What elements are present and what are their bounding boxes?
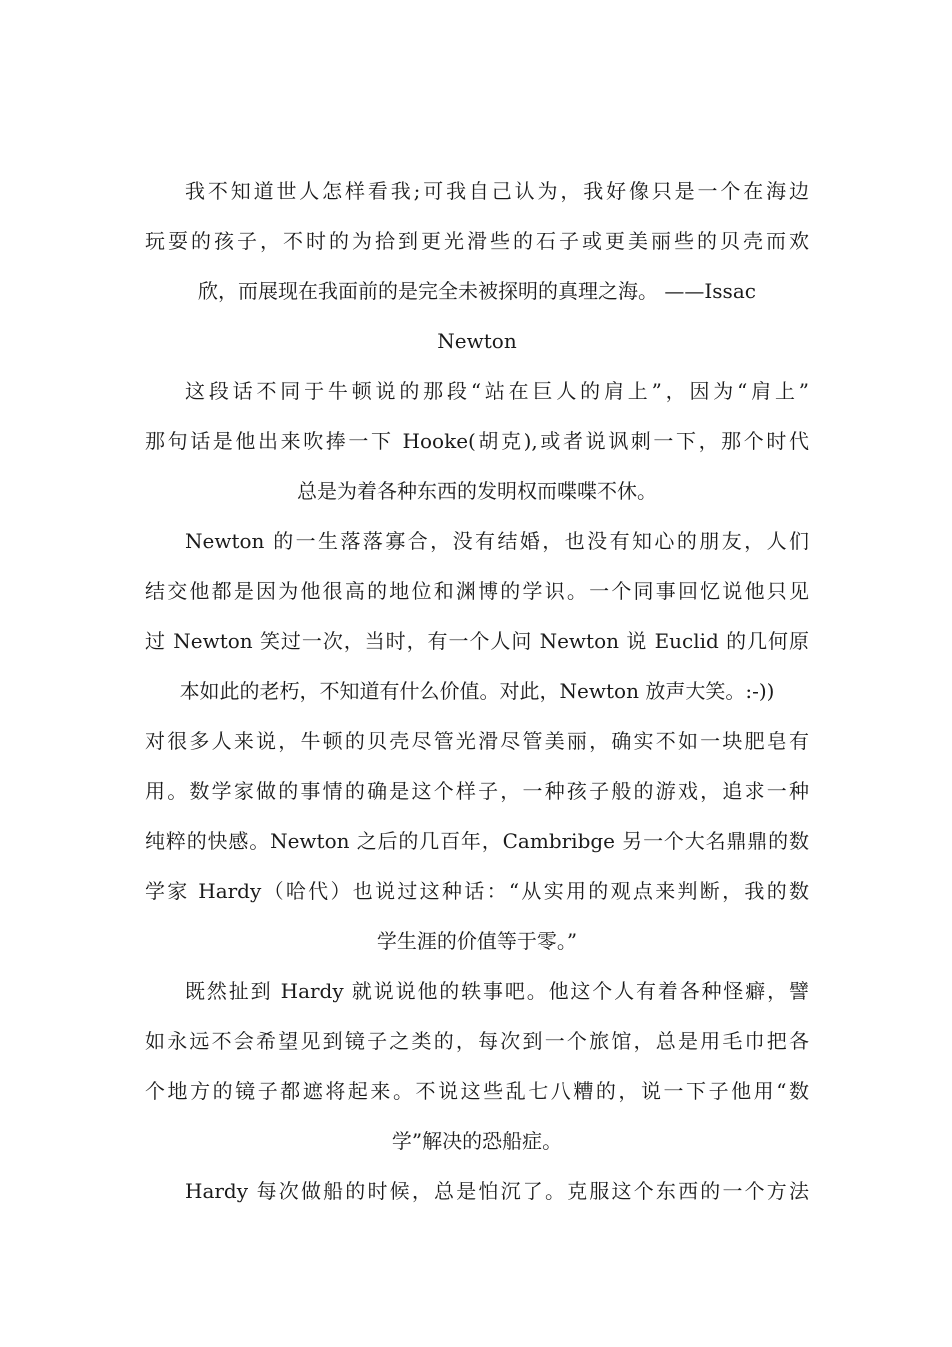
text-line: 学”解决的恐船症。	[391, 1129, 563, 1153]
text-line: Hardy 每次做船的时候，总是怕沉了。克服这个东西的一个方法	[185, 1179, 809, 1203]
text-line: 我不知道世人怎样看我;可我自己认为，我好像只是一个在海边	[185, 179, 809, 203]
text-line: 个地方的镜子都遮将起来。不说这些乱七八糟的，说一下子他用“数	[145, 1079, 809, 1103]
text-line: Newton	[437, 329, 517, 353]
document-body	[145, 166, 809, 1216]
text-line: 对很多人来说，牛顿的贝壳尽管光滑尽管美丽，确实不如一块肥皂有	[145, 729, 809, 753]
text-line: 如永远不会希望见到镜子之类的，每次到一个旅馆，总是用毛巾把各	[145, 1029, 809, 1053]
text-line: 玩耍的孩子，不时的为拾到更光滑些的石子或更美丽些的贝壳而欢	[145, 229, 809, 253]
paragraph-hardy-boat	[145, 1166, 809, 1216]
text-line: 本如此的老朽，不知道有什么价值。对此，Newton 放声大笑。:-))	[179, 679, 775, 703]
text-line: 总是为着各种东西的发明权而喋喋不休。	[297, 479, 657, 503]
paragraph-shoulders-of-giants	[145, 366, 809, 516]
text-line: 欣，而展现在我面前的是完全未被探明的真理之海。 ——Issac	[198, 279, 756, 303]
text-line: 既然扯到 Hardy 就说说他的轶事吧。他这个人有着各种怪癖，譬	[185, 979, 809, 1003]
text-line: 学家 Hardy（哈代）也说过这种话：“从实用的观点来判断，我的数	[145, 879, 809, 903]
text-line: 结交他都是因为他很高的地位和渊博的学识。一个同事回忆说他只见	[145, 579, 809, 603]
paragraph-newton-life	[145, 516, 809, 966]
text-line: 纯粹的快感。Newton 之后的几百年，Cambribge 另一个大名鼎鼎的数	[145, 829, 809, 853]
text-line: 过 Newton 笑过一次，当时，有一个人问 Newton 说 Euclid 的几何原	[145, 629, 809, 653]
text-line: 学生涯的价值等于零。”	[376, 929, 578, 953]
paragraph-newton-quote	[145, 166, 809, 366]
paragraph-hardy-anecdote	[145, 966, 809, 1166]
text-line: 那句话是他出来吹捧一下 Hooke(胡克),或者说讽刺一下，那个时代	[145, 429, 809, 453]
text-line: 这段话不同于牛顿说的那段“站在巨人的肩上”，因为“肩上”	[185, 379, 809, 403]
text-line: 用。数学家做的事情的确是这个样子，一种孩子般的游戏，追求一种	[145, 779, 809, 803]
text-line: Newton 的一生落落寡合，没有结婚，也没有知心的朋友，人们	[185, 529, 809, 553]
